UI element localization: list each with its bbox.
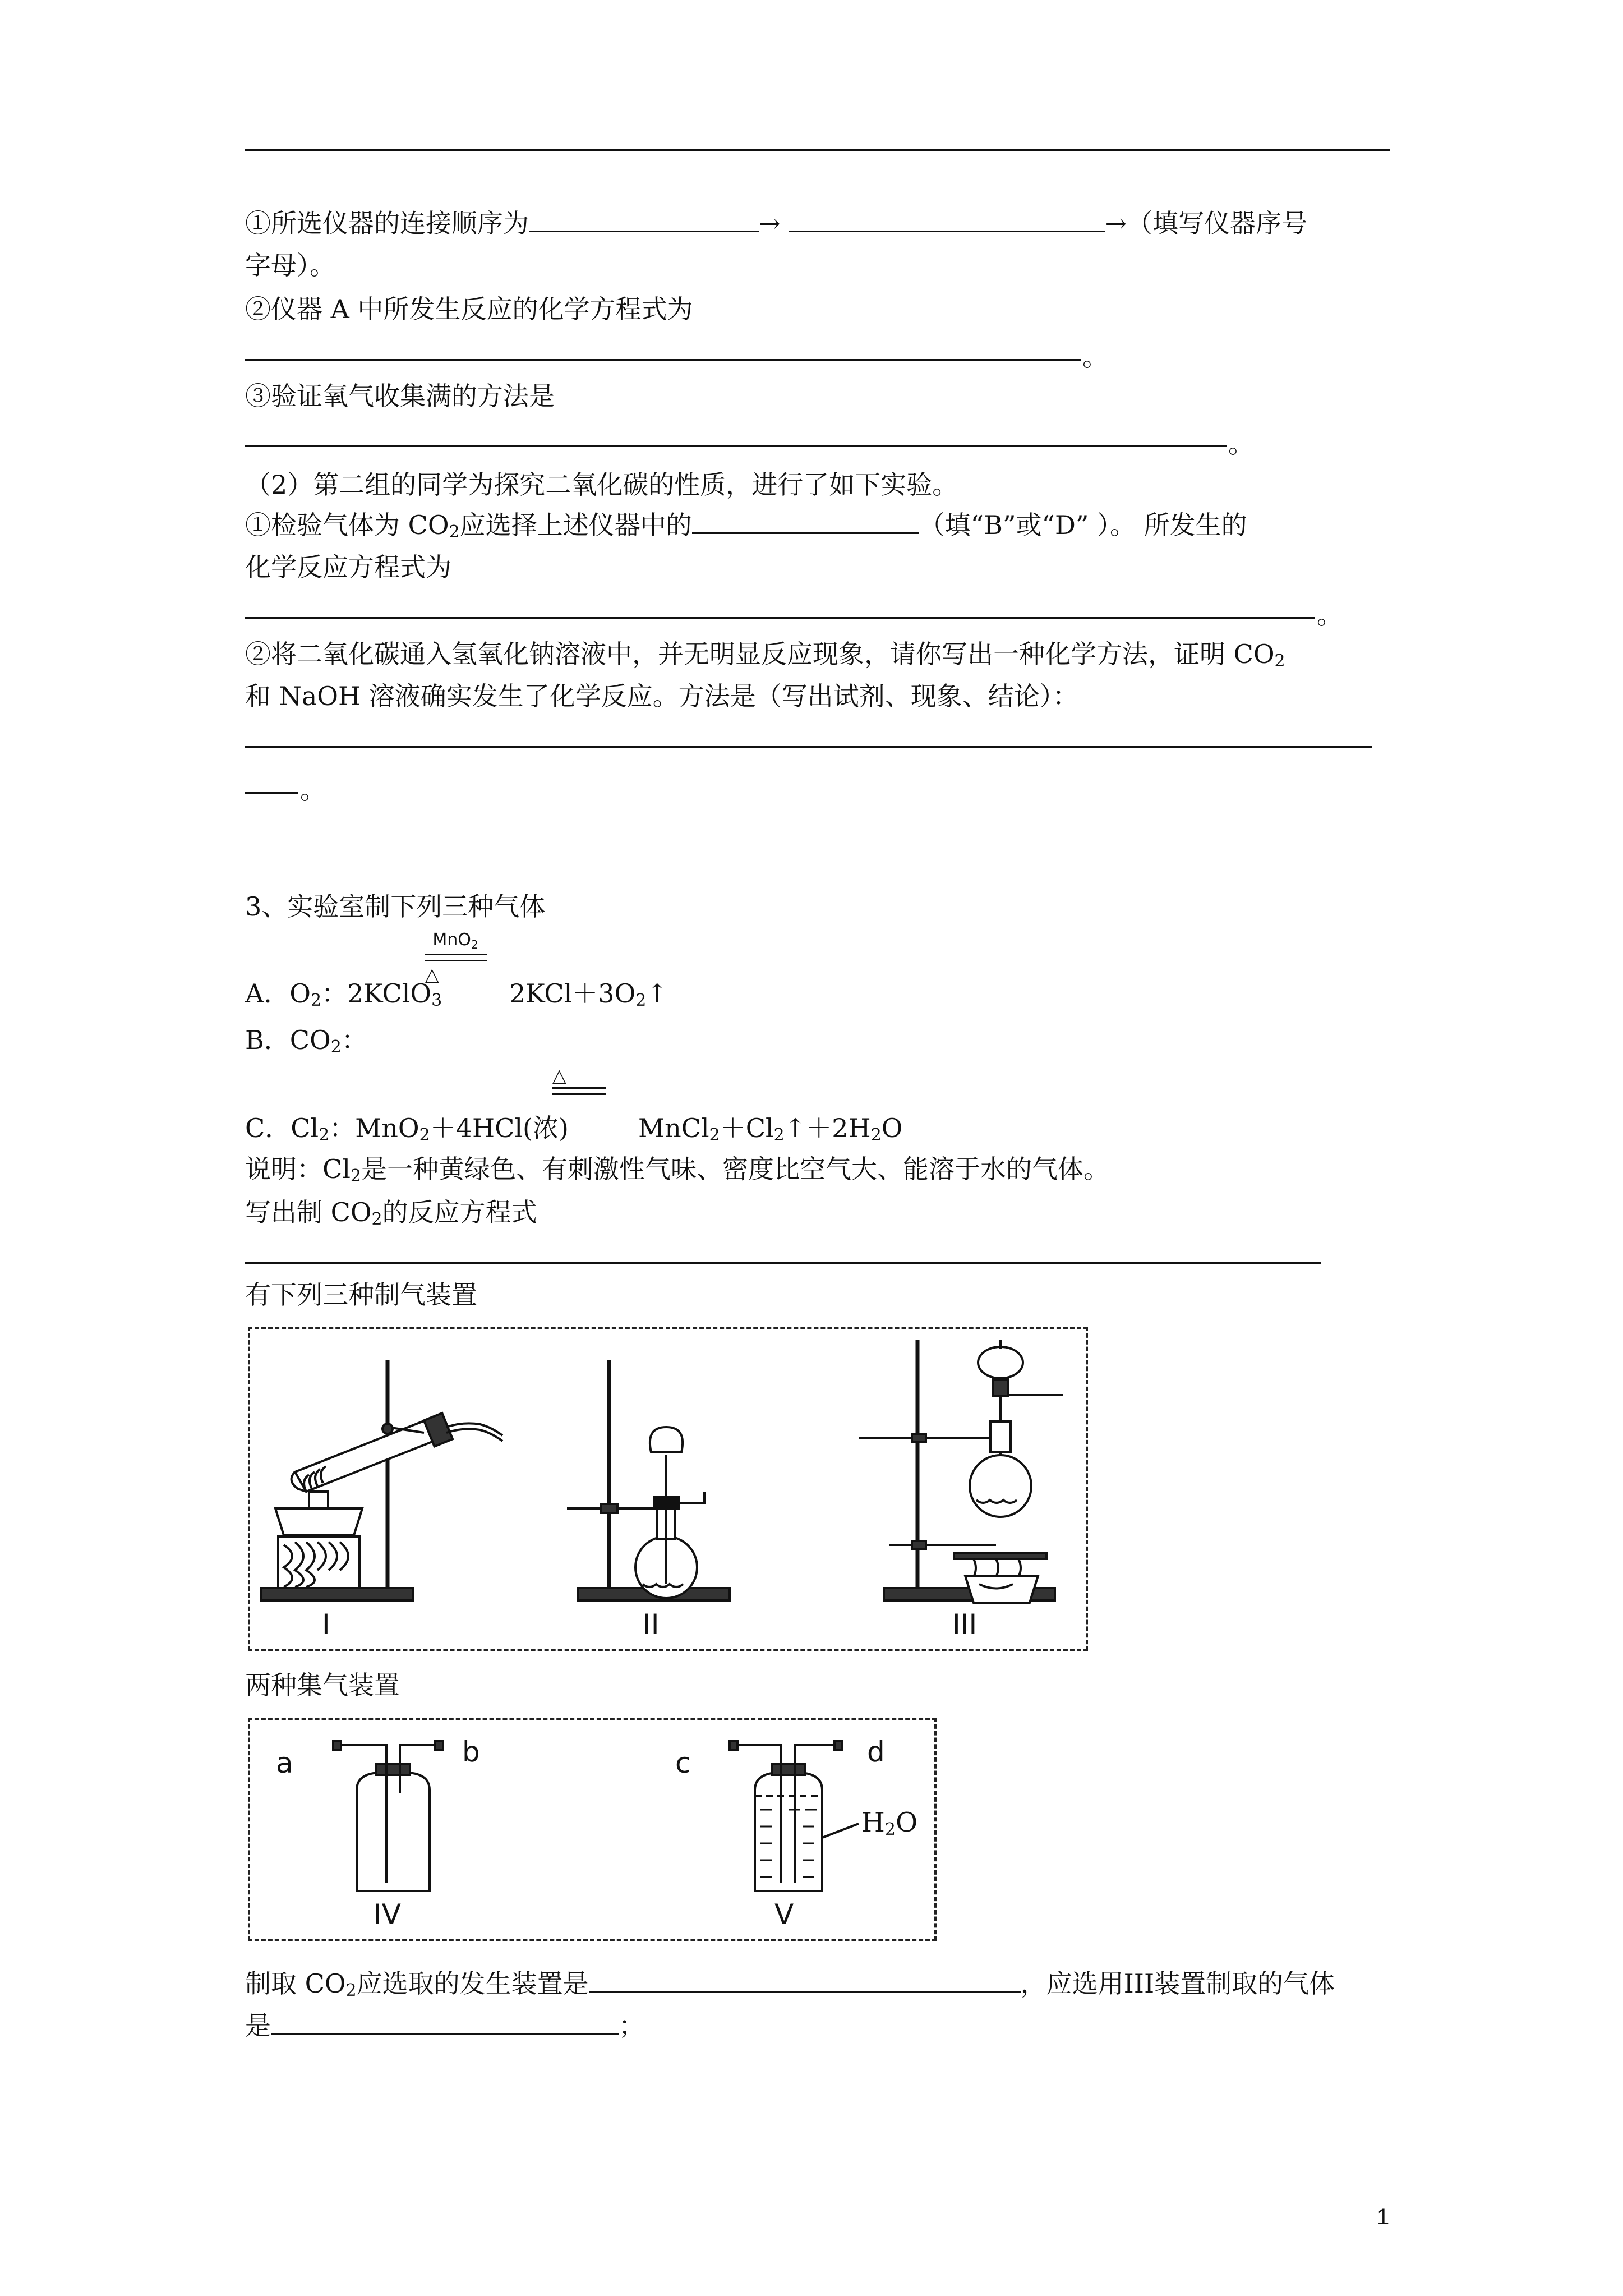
q1-line1: ①所选仪器的连接顺序为 → →（填写仪器序号 (245, 208, 1308, 238)
answer-line-co2-equation[interactable] (245, 1262, 1321, 1264)
port-label-d: d (867, 1736, 885, 1768)
q2-period: 。 (1082, 342, 1108, 372)
final-question-line2: 是 ； (245, 2010, 644, 2041)
apparatus-i (261, 1360, 502, 1600)
equals-sign-c (552, 1087, 606, 1095)
answer-blank-order-2[interactable] (789, 207, 1105, 232)
answer-line-q2[interactable] (245, 359, 1081, 361)
section2-q2-line1: ②将二氧化碳通入氢氧化钠溶液中，并无明显反应现象，请你写出一种化学方法，证明 $CO_2$ (245, 639, 1285, 671)
answer-blank-b-or-d[interactable] (692, 509, 919, 534)
final-question-line1: 制取 $CO_2$应选取的发生装置是 ，应选用III装置制取的气体 (245, 1968, 1335, 2000)
reaction-c-products: $MnCl_2+Cl_2↑+2H_2O$ (638, 1113, 903, 1145)
equals-sign-a (425, 954, 487, 961)
generator-apparatus-box (248, 1327, 1088, 1651)
apparatus-iii (859, 1340, 1063, 1603)
apparatus-label-i: I (322, 1608, 330, 1641)
section2-q1-line2: 化学反应方程式为 (245, 552, 451, 582)
apparatus-ii (567, 1360, 730, 1600)
cl2-note: 说明：$Cl_2$是一种黄绿色、有刺激性气味、密度比空气大、能溶于水的气体。 (245, 1154, 1110, 1186)
water-label: $H_2O$ (861, 1807, 918, 1839)
q1-line2: 字母）。 (245, 250, 335, 280)
q3-period: 。 (1228, 429, 1254, 459)
port-label-a: a (276, 1747, 293, 1779)
bottle-iv (333, 1741, 443, 1891)
condition-mno2-a: MnO$_2$ (432, 930, 478, 951)
generator-apparatus-figure (250, 1329, 1086, 1649)
q2-line: ②仪器 A 中所发生反应的化学方程式为 (245, 294, 693, 324)
header-rule (245, 149, 1390, 151)
section2-q2-line2: 和 NaOH 溶液确实发生了化学反应。方法是（写出试剂、现象、结论）： (245, 681, 1078, 711)
port-label-c: c (675, 1747, 691, 1779)
generator-title: 有下列三种制气装置 (245, 1280, 477, 1310)
reaction-a-products: $2KCl+3O_2↑$ (509, 978, 668, 1010)
collector-apparatus-figure (250, 1720, 934, 1939)
apparatus-label-ii: II (643, 1608, 660, 1641)
answer-line-sec2-q2-tail[interactable] (245, 792, 298, 794)
heat-symbol-a: △ (425, 964, 439, 985)
reaction-a: A．$O_2$：2KClO$_3$ (245, 978, 442, 1010)
bottle-v (730, 1741, 859, 1891)
page-number: 1 (1377, 2205, 1390, 2229)
reaction-c: C．$Cl_2$：MnO$_2$＋4HCl(浓) (245, 1113, 569, 1145)
answer-line-q3[interactable] (245, 445, 1227, 447)
port-label-b: b (462, 1736, 480, 1768)
reaction-b: B．$CO_2$： (245, 1025, 367, 1057)
answer-blank-generator[interactable] (589, 1967, 1021, 1993)
answer-blank-order-1[interactable] (529, 207, 759, 232)
apparatus-label-iii: III (952, 1608, 978, 1641)
sec2-q2-period: 。 (300, 775, 326, 805)
sec2-q1-period: 。 (1317, 600, 1343, 630)
heat-symbol-c: △ (552, 1065, 566, 1086)
answer-line-sec2-q2[interactable] (245, 746, 1372, 748)
bottle-label-v: V (774, 1898, 794, 1931)
answer-line-sec2-q1[interactable] (245, 617, 1315, 619)
collector-apparatus-box (248, 1718, 937, 1941)
write-co2-prompt: 写出制 $CO_2$的反应方程式 (245, 1197, 537, 1229)
collector-title: 两种集气装置 (245, 1670, 400, 1700)
q3-title: 3、实验室制下列三种气体 (245, 891, 546, 922)
section2-intro: （2）第二组的同学为探究二氧化碳的性质，进行了如下实验。 (245, 470, 958, 500)
bottle-label-iv: IV (374, 1898, 401, 1931)
q3-line: ③验证氧气收集满的方法是 (245, 381, 555, 411)
section2-q1-line1: ①检验气体为 $CO_2$应选择上述仪器中的 （填“B”或“D” ）。 所发生的 (245, 510, 1247, 542)
answer-blank-gas[interactable] (271, 2009, 619, 2035)
